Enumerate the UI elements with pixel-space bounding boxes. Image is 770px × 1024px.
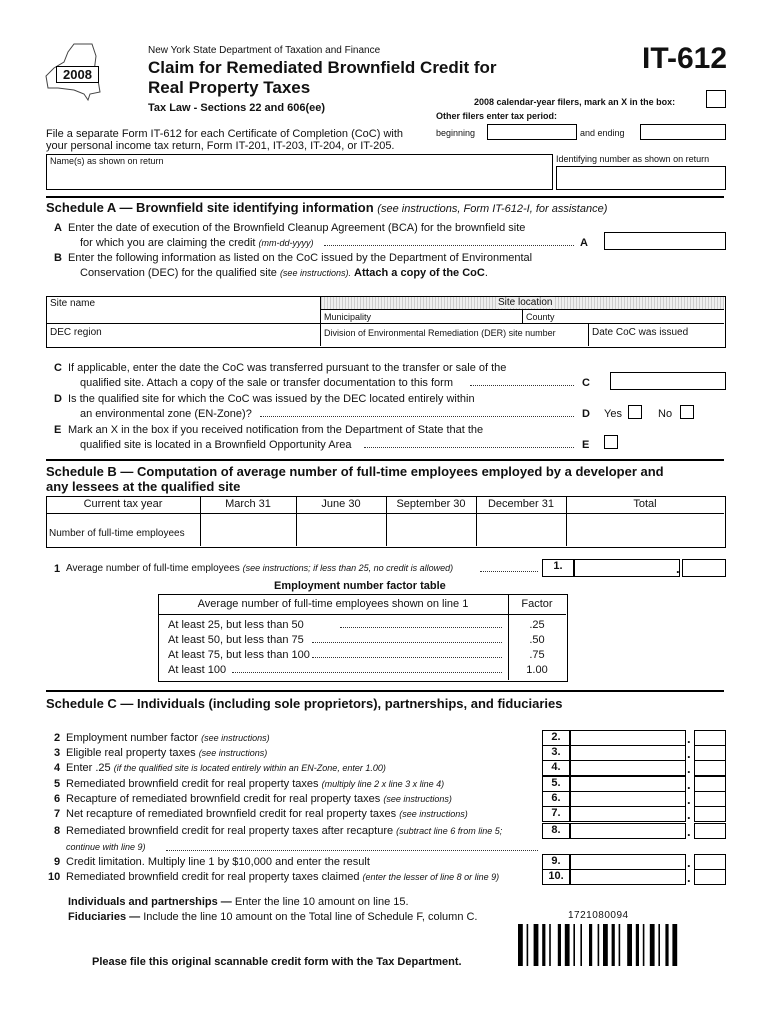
line-amount-field[interactable] (570, 869, 686, 885)
line-amount-field[interactable] (570, 791, 686, 807)
col-september-30: September 30 (396, 498, 466, 510)
dept-name: New York State Department of Taxation and Finance (148, 45, 381, 56)
factor-table-title: Employment number factor table (274, 580, 446, 592)
divider (46, 323, 724, 324)
line-e-text2: qualified site is located in a Brownfield Opportunity Area (80, 439, 352, 451)
line-note: (enter the lesser of line 8 or line 9) (362, 872, 500, 882)
schedule-b-heading: Schedule B — Computation of average number of full-time employees employed by a developer and (46, 464, 664, 479)
decimal-point: . (687, 731, 691, 746)
line-box-label: 9. (542, 854, 570, 870)
id-number-field[interactable] (556, 166, 726, 190)
factor-row-value: .75 (529, 649, 545, 661)
divider (158, 614, 566, 615)
line-label: Net recapture of remediated brownfield credit for real property taxes (66, 808, 397, 820)
decimal-point: . (687, 746, 691, 761)
total-employees-field[interactable] (567, 514, 724, 546)
line-amount-field[interactable] (570, 730, 686, 746)
county-label: County (526, 312, 555, 322)
col-june-30: June 30 (321, 498, 361, 510)
line-decimal-field[interactable] (694, 745, 726, 761)
line-text (66, 856, 370, 868)
line-a-format: (mm-dd-yyyy) (258, 238, 314, 248)
decimal-point: . (687, 777, 691, 792)
line-box-label: 5. (542, 776, 570, 792)
barcode-bar (518, 924, 523, 966)
line-text (66, 808, 468, 820)
names-label: Name(s) as shown on return (50, 156, 164, 166)
individuals-text: Enter the line 10 amount on line 15. (234, 896, 409, 908)
line-label: Employment number factor (66, 732, 199, 744)
boa-checkbox[interactable] (604, 435, 618, 449)
factor-row-label: At least 50, but less than 75 (168, 634, 304, 646)
line-c-letter: C (54, 362, 62, 374)
line-number: 6 (54, 793, 61, 805)
individuals-label: Individuals and partnerships — (68, 896, 232, 908)
footer-note: Please file this original scannable credit form with the Tax Department. (92, 956, 462, 968)
leader-dots (312, 657, 502, 658)
september-employees-field[interactable] (387, 514, 476, 546)
line-label: Eligible real property taxes (66, 747, 196, 759)
barcode-bar (589, 924, 592, 966)
line-text (66, 825, 502, 837)
barcode-bar (565, 924, 570, 966)
line-text (66, 732, 270, 744)
der-label: Division of Environmental Remediation (DER) site number (324, 328, 556, 338)
tax-law: Tax Law - Sections 22 and 606(ee) (148, 102, 326, 114)
line-a-text: Enter the date of execution of the Brownfield Cleanup Agreement (BCA) for the brownfield site (68, 222, 526, 234)
line-decimal-field[interactable] (694, 823, 726, 839)
line-amount-field[interactable] (570, 854, 686, 870)
line-a-text2 (80, 237, 314, 249)
factor-head-left: Average number of full-time employees shown on line 1 (197, 598, 469, 610)
line-note: (if the qualified site is located entirely within an EN-Zone, enter 1.00) (113, 763, 386, 773)
beginning-date-field[interactable] (487, 124, 577, 140)
factor-row-label: At least 75, but less than 100 (168, 649, 310, 661)
barcode-bar (643, 924, 645, 966)
factor-row-label: At least 100 (168, 664, 227, 676)
en-zone-yes-checkbox[interactable] (628, 405, 642, 419)
line-c-marker: C (582, 377, 590, 389)
no-label: No (658, 408, 673, 420)
line-a-letter: A (54, 222, 62, 234)
line-amount-field[interactable] (570, 745, 686, 761)
fiduciaries-note (68, 911, 478, 923)
decimal-point: . (676, 561, 680, 576)
leader-dots (340, 627, 502, 628)
page-title: Claim for Remediated Brownfield Credit for (148, 58, 497, 77)
line-note: (multiply line 2 x line 3 x line 4) (321, 779, 445, 789)
line-label: Credit limitation. Multiply line 1 by $10,000 and enter the result (66, 856, 370, 868)
line-box-label: 2. (542, 730, 570, 746)
line-d-marker: D (582, 408, 590, 420)
line-number: 9 (54, 856, 61, 868)
date-coc-label: Date CoC was issued (592, 327, 689, 338)
leader-dots (260, 416, 574, 417)
municipality-label: Municipality (324, 312, 372, 322)
leader-dots (364, 447, 574, 448)
line-1-decimal-field[interactable] (682, 559, 726, 577)
factor-row-value: .50 (529, 634, 545, 646)
barcode-bar (558, 924, 561, 966)
line-box-label: 8. (542, 823, 570, 839)
line-text (66, 762, 386, 774)
line-b-text2: Conservation (DEC) for the qualified site (see instructions). Attach a copy of the CoC. (80, 267, 488, 279)
divider (522, 309, 523, 323)
form-id: IT-612 (642, 42, 728, 75)
fiduciaries-text: Include the line 10 amount on the Total line of Schedule F, column C. (143, 911, 478, 923)
dec-region-label: DEC region (50, 327, 102, 338)
line-amount-field[interactable] (570, 776, 686, 792)
col-march-31: March 31 (225, 498, 271, 510)
line-8-continued: continue with line 9) (66, 842, 146, 852)
line-text (66, 747, 267, 759)
line-note: (see instructions) (399, 809, 468, 819)
line-1-box: 1. (542, 559, 574, 577)
line-text (66, 793, 452, 805)
line-note: (see instructions) (383, 794, 452, 804)
line-number: 3 (54, 747, 61, 759)
decimal-point: . (687, 855, 691, 870)
bca-date-field[interactable] (604, 232, 726, 250)
line-b-attach: Attach a copy of the CoC (354, 267, 485, 279)
line-1-note: (see instructions; if less than 25, no credit is allowed) (242, 563, 454, 573)
line-text (66, 871, 499, 883)
decimal-point: . (687, 807, 691, 822)
line-e-text: Mark an X in the box if you received notification from the Department of State that the (68, 424, 484, 436)
leader-dots (312, 642, 502, 643)
leader-dots (166, 850, 538, 851)
line-label: Remediated brownfield credit for real property taxes claimed (66, 871, 360, 883)
leader-dots (324, 245, 574, 246)
line-b-text: Enter the following information as listed on the CoC issued by the Department of Environmental (68, 252, 533, 264)
calendar-year-checkbox[interactable] (706, 90, 726, 108)
line-label: Enter .25 (66, 762, 111, 774)
barcode-bar (527, 924, 529, 966)
barcode-bar (672, 924, 677, 966)
barcode-bar (612, 924, 615, 966)
barcode-bar (549, 924, 551, 966)
divider (588, 323, 589, 346)
line-amount-field[interactable] (570, 806, 686, 822)
leader-dots (480, 571, 538, 572)
beginning-label: beginning (436, 128, 476, 138)
barcode-bar (636, 924, 639, 966)
section-divider (46, 690, 724, 692)
schedule-c-heading: Schedule C — Individuals (including sole proprietors), partnerships, and fiduciaries (46, 696, 563, 711)
line-number: 5 (54, 778, 61, 790)
barcode-bar (665, 924, 668, 966)
col-december-31: December 31 (487, 498, 555, 510)
line-amount-field[interactable] (570, 823, 686, 839)
factor-row-label: At least 25, but less than 50 (168, 619, 304, 631)
line-note: (see instructions) (198, 748, 268, 758)
line-decimal-field[interactable] (694, 854, 726, 870)
line-a-text2-main: for which you are claiming the credit (80, 237, 256, 249)
decimal-point: . (687, 824, 691, 839)
names-field[interactable] (46, 154, 553, 190)
line-decimal-field[interactable] (694, 776, 726, 792)
factor-row-value: 1.00 (526, 664, 548, 676)
line-e-letter: E (54, 424, 62, 436)
june-employees-field[interactable] (297, 514, 386, 546)
schedule-a-heading (46, 200, 607, 215)
line-1-label: Average number of full-time employees (66, 563, 240, 574)
barcode-bar (619, 924, 621, 966)
employees-row-label: Number of full-time employees (49, 528, 185, 539)
barcode-number: 1721080094 (568, 910, 629, 921)
col-current-tax-year: Current tax year (83, 498, 163, 510)
line-box-label: 6. (542, 791, 570, 807)
line-d-letter: D (54, 393, 62, 405)
line-label: Recapture of remediated brownfield credit for real property taxes (66, 793, 381, 805)
barcode-bar (650, 924, 655, 966)
ending-label: and ending (580, 128, 625, 138)
line-box-label: 3. (542, 745, 570, 761)
line-box-label: 10. (542, 869, 570, 885)
line-d-text2: an environmental zone (EN-Zone)? (80, 408, 252, 420)
factor-row-value: .25 (529, 619, 545, 631)
line-1-number: 1 (54, 563, 61, 575)
line-e-marker: E (582, 439, 590, 451)
decimal-point: . (687, 761, 691, 776)
line-d-text: Is the qualified site for which the CoC was issued by the DEC located entirely within (68, 393, 475, 405)
line-a-marker: A (580, 237, 588, 249)
en-zone-no-checkbox[interactable] (680, 405, 694, 419)
file-separate-1: File a separate Form IT-612 for each Certificate of Completion (CoC) with (46, 128, 404, 140)
line-decimal-field[interactable] (694, 760, 726, 776)
page-title-line2: Real Property Taxes (148, 78, 311, 97)
ending-date-field[interactable] (640, 124, 726, 140)
section-divider (46, 459, 724, 461)
barcode-bar (603, 924, 608, 966)
line-1-field[interactable] (574, 559, 680, 577)
leader-dots (232, 672, 502, 673)
march-employees-field[interactable] (201, 514, 296, 546)
line-number: 4 (54, 762, 61, 774)
line-number: 10 (48, 871, 61, 883)
line-number: 2 (54, 732, 61, 744)
barcode-bar (542, 924, 545, 966)
other-filers: Other filers enter tax period: (436, 111, 558, 121)
line-text (66, 778, 444, 790)
line-label: Remediated brownfield credit for real property taxes (66, 778, 319, 790)
line-1-text (66, 563, 453, 574)
line-b-note: (see instructions). (279, 268, 351, 278)
line-decimal-field[interactable] (694, 730, 726, 746)
transfer-date-field[interactable] (610, 372, 726, 390)
site-name-label: Site name (50, 298, 96, 309)
line-b-text2-main: Conservation (DEC) for the qualified site (80, 267, 277, 279)
file-separate-2: your personal income tax return, Form IT-201, IT-203, IT-204, or IT-205. (46, 140, 395, 152)
col-total: Total (633, 498, 657, 510)
decimal-point: . (687, 870, 691, 885)
december-employees-field[interactable] (477, 514, 566, 546)
line-number: 8 (54, 825, 61, 837)
line-c-text2: qualified site. Attach a copy of the sale or transfer documentation to this form (80, 377, 453, 389)
line-box-label: 7. (542, 806, 570, 822)
line-c-text: If applicable, enter the date the CoC was transferred pursuant to the transfer or sale of the (68, 362, 507, 374)
leader-dots (470, 385, 574, 386)
line-decimal-field[interactable] (694, 791, 726, 807)
barcode-bar (658, 924, 660, 966)
line-note: (see instructions) (201, 733, 270, 743)
line-decimal-field[interactable] (694, 806, 726, 822)
schedule-a-title: Schedule A — Brownfield site identifying information (46, 200, 374, 215)
line-amount-field[interactable] (570, 760, 686, 776)
barcode-bar (627, 924, 632, 966)
barcode-image (518, 924, 722, 966)
barcode-bar (534, 924, 539, 966)
decimal-point: . (687, 792, 691, 807)
fiduciaries-label: Fiduciaries — (68, 911, 141, 923)
line-box-label: 4. (542, 760, 570, 776)
section-divider (46, 196, 724, 198)
line-number: 7 (54, 808, 61, 820)
line-note: (subtract line 6 from line 5; (396, 826, 503, 836)
line-decimal-field[interactable] (694, 869, 726, 885)
barcode-bar (573, 924, 575, 966)
barcode (518, 924, 722, 966)
yes-label: Yes (604, 408, 622, 420)
site-location-label: Site location (498, 297, 553, 308)
line-b-letter: B (54, 252, 62, 264)
calendar-note: 2008 calendar-year filers, mark an X in the box: (474, 97, 676, 107)
factor-head-right: Factor (521, 598, 553, 610)
barcode-bar (580, 924, 582, 966)
individuals-note (68, 896, 409, 908)
schedule-b-heading-2: any lessees at the qualified site (46, 479, 241, 494)
id-label: Identifying number as shown on return (556, 154, 710, 164)
line-label: Remediated brownfield credit for real property taxes after recapture (66, 825, 394, 837)
form-year: 2008 (56, 66, 99, 83)
schedule-a-note: (see instructions, Form IT-612-I, for assistance) (377, 203, 608, 215)
barcode-bar (598, 924, 600, 966)
